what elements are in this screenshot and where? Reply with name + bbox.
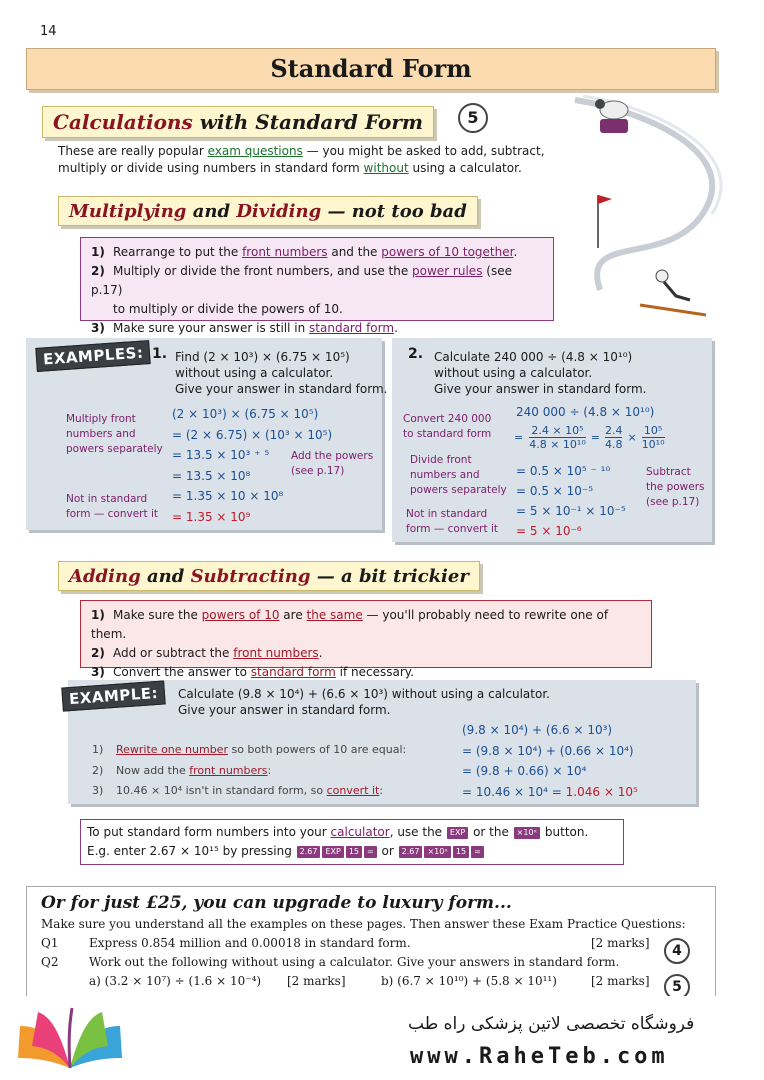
step-text: — you'll probably need to rewrite one of them. [91, 608, 609, 641]
step-number: 3) [91, 665, 105, 679]
step-text: are [279, 608, 307, 622]
working-line: (9.8 × 10⁴) + (6.6 × 10³) [462, 723, 613, 737]
multiplying-heading-rest: — not too bad [327, 201, 467, 222]
calculator-tip [80, 819, 624, 865]
step-text: Add or subtract the [113, 646, 234, 660]
step-number: 1) [91, 608, 105, 622]
x10-key[interactable]: ×10ˣ [424, 846, 450, 858]
adding-steps-explained [92, 740, 406, 802]
equals-key[interactable]: = [471, 846, 484, 858]
example-1-question [175, 349, 387, 397]
annotation-line: Add the powers [291, 450, 374, 462]
denominator: 4.8 × 10¹⁰ [529, 438, 586, 451]
working-line: = (2 × 6.75) × (10³ × 10⁵) [172, 427, 333, 442]
step-text: so both powers of 10 are equal: [227, 743, 407, 756]
working-line: = (9.8 + 0.66) × 10⁴ [462, 764, 587, 778]
numerator: 10⁵ [642, 424, 665, 438]
example-1-q3: Give your answer in standard form. [175, 382, 388, 396]
annotation-line: form — convert it [66, 508, 158, 520]
step-text: : [267, 763, 272, 777]
example-2-q1: Calculate 240 000 ÷ (4.8 × 10¹⁰) [434, 350, 633, 364]
exp-key[interactable]: EXP [447, 827, 468, 839]
adding-heading-rest: — a bit trickier [316, 566, 469, 587]
practice-q2 [41, 953, 715, 972]
equals-sign: = [514, 431, 524, 444]
adding-step-2 [91, 644, 641, 663]
annotation-divide-front [410, 453, 507, 498]
step-text: . [318, 646, 323, 660]
step-text: Make sure the [113, 608, 202, 622]
annotation-line: powers separately [66, 443, 163, 455]
annotation-line: powers separately [410, 484, 507, 496]
step-text: : [379, 784, 384, 797]
explain-step-2 [92, 761, 406, 782]
equals-key[interactable]: = [364, 846, 377, 858]
annotation-line: (see p.17) [646, 496, 700, 508]
step-number: 2) [91, 264, 105, 278]
practice-intro: Make sure you understand all the examples on these pages. Then answer these Exam Practice Questions: [41, 917, 686, 931]
step-text: if necessary. [335, 665, 414, 679]
link-standard-form[interactable]: standard form [250, 665, 336, 679]
question-text: Express 0.854 million and 0.00018 in standard form. [89, 936, 411, 950]
tip-text: To put standard form numbers into your [87, 825, 331, 839]
key-15[interactable]: 15 [346, 846, 362, 858]
step-text: (see p.17) [91, 264, 512, 297]
annotation-not-standard-1 [66, 492, 158, 522]
answer-line: = 1.35 × 10⁹ [172, 509, 251, 524]
multiplying-heading-and: and [192, 201, 231, 222]
footer-persian-text: فروشگاه تخصصی لاتین پزشکی راه طب [408, 1014, 695, 1034]
intro-text-1a: These are really popular [58, 144, 208, 158]
multiplying-heading [58, 196, 478, 226]
step-text: Convert the answer to [113, 665, 251, 679]
exp-key[interactable]: EXP [322, 846, 343, 858]
examples-badge: EXAMPLES: [35, 340, 151, 372]
step-text: 10.46 × 10⁴ isn't in standard form, so [116, 784, 327, 797]
intro-text-2a: multiply or divide using numbers in standard form [58, 161, 364, 175]
adding-steps [80, 600, 652, 679]
link-rewrite-one-number[interactable]: Rewrite one number [116, 743, 228, 756]
calc-tip-line-1 [87, 823, 617, 842]
annotation-line: Divide front [410, 454, 472, 466]
key-2-67[interactable]: 2.67 [399, 846, 423, 858]
step-number: 2) [91, 646, 105, 660]
working-line: = 13.5 × 10³ ⁺ ⁵ [172, 448, 270, 462]
skier-icon [640, 270, 706, 315]
example-1-number: 1. [152, 346, 168, 362]
adding-working [462, 720, 638, 802]
question-marks: [2 marks] [287, 974, 346, 988]
link-standard-form[interactable]: standard form [309, 321, 395, 335]
fraction-3 [642, 424, 665, 451]
link-front-numbers[interactable]: front numbers [189, 763, 268, 777]
working-line: = 13.5 × 10⁸ [172, 468, 251, 483]
link-powers-of-10[interactable]: powers of 10 together [381, 245, 514, 259]
question-number: Q2 [41, 955, 59, 969]
practice-q2-parts [89, 972, 715, 991]
intro-text [58, 143, 558, 177]
link-front-numbers[interactable]: front numbers [242, 245, 328, 259]
sheep-icon [595, 99, 628, 133]
step-number: 2) [92, 763, 104, 777]
annotation-line: Subtract [646, 466, 691, 478]
x10-key[interactable]: ×10ˣ [514, 827, 540, 839]
numerator: 2.4 [604, 424, 623, 437]
section-heading [42, 106, 434, 138]
link-power-rules[interactable]: power rules [412, 264, 483, 278]
example-2-q2: without using a calculator. [434, 366, 593, 380]
practice-q1 [41, 934, 715, 953]
working-line: (2 × 10³) × (6.75 × 10⁵) [172, 407, 319, 421]
intro-text-1b: — you might be asked to add, subtract, [302, 144, 545, 158]
annotation-convert-240000 [403, 412, 491, 442]
step-text: Rearrange to put the [113, 245, 243, 259]
tip-text: or the [469, 825, 513, 839]
footer-url[interactable]: www.RaheTeb.com [410, 1044, 669, 1069]
step-text: and the [327, 245, 382, 259]
example-2-fractions [514, 424, 665, 451]
annotation-line: the powers [646, 481, 705, 493]
tip-text: , use the [389, 825, 446, 839]
example-1-q2: without using a calculator. [175, 366, 334, 380]
example-2-working-line1: 240 000 ÷ (4.8 × 10¹⁰) [516, 405, 655, 419]
key-2-67[interactable]: 2.67 [297, 846, 321, 858]
working-final [462, 782, 638, 803]
key-15[interactable]: 15 [453, 846, 469, 858]
link-calculator[interactable]: calculator [330, 825, 390, 839]
denominator: 4.8 [604, 438, 623, 451]
annotation-line: Multiply front [66, 413, 136, 425]
answer-line: = 5 × 10⁻⁶ [516, 524, 582, 538]
adding-heading [58, 561, 480, 591]
adding-example-question [178, 686, 550, 718]
example-badge: EXAMPLE: [61, 680, 166, 711]
step-number: 1) [92, 743, 104, 756]
times-sign: × [627, 431, 637, 444]
grade-badge-q1: 4 [664, 938, 690, 964]
step-text: Now add the [116, 763, 190, 777]
link-convert-it[interactable]: convert it [326, 784, 380, 797]
question-number: Q1 [41, 936, 59, 950]
multiply-step-2-cont: to multiply or divide the powers of 10. [113, 302, 343, 316]
adding-q2: Give your answer in standard form. [178, 703, 391, 717]
working-line: = 10.46 × 10⁴ = [462, 784, 566, 799]
answer-value: 1.046 × 10⁵ [565, 784, 638, 799]
step-number: 1) [91, 245, 105, 259]
practice-title: Or for just £25, you can upgrade to luxury form... [41, 893, 512, 913]
multiply-steps [80, 237, 554, 335]
working-line: = 0.5 × 10⁵ ⁻ ¹⁰ [516, 464, 611, 478]
question-marks: [2 marks] [591, 974, 650, 988]
step-text: . [394, 321, 398, 335]
footer-banner [0, 996, 764, 1080]
multiply-step-1 [91, 243, 543, 262]
denominator: 10¹⁰ [641, 438, 665, 451]
practice-questions [26, 886, 716, 1004]
section-heading-red: Calculations [53, 110, 193, 134]
equals-sign-2: = [590, 431, 600, 444]
annotation-line: Not in standard [406, 508, 488, 520]
annotation-line: Convert 240 000 [403, 413, 492, 425]
link-exam-questions[interactable]: exam questions [207, 144, 303, 158]
working-line: = 5 × 10⁻¹ × 10⁻⁵ [516, 504, 626, 518]
step-number: 3) [91, 321, 105, 335]
flag-icon [598, 195, 612, 248]
adding-heading-red1: Adding [69, 566, 141, 587]
annotation-line: Not in standard [66, 493, 148, 505]
tip-text: button. [541, 825, 589, 839]
link-without[interactable]: without [363, 161, 409, 175]
multiply-step-2 [91, 262, 543, 300]
step-text: Multiply or divide the front numbers, and use the [113, 264, 413, 278]
fraction-2 [605, 424, 623, 451]
annotation-multiply-front [66, 412, 163, 457]
multiplying-heading-red2: Dividing [236, 201, 322, 222]
link-the-same[interactable]: the same [306, 608, 363, 622]
section-heading-rest: with Standard Form [199, 110, 424, 134]
annotation-not-standard-2 [406, 507, 498, 537]
example-2-working [516, 461, 626, 541]
working-line: = 0.5 × 10⁻⁵ [516, 484, 594, 498]
grade-badge: 5 [458, 103, 488, 133]
fraction-1 [529, 424, 586, 451]
working-line: = 1.35 × 10 × 10⁸ [172, 489, 284, 503]
page-number: 14 [40, 24, 57, 39]
annotation-line: form — convert it [406, 523, 498, 535]
tip-text: or [377, 844, 398, 858]
question-marks: [2 marks] [591, 936, 650, 950]
annotation-line: (see p.17) [291, 465, 345, 477]
step-text: . [513, 245, 518, 259]
intro-text-2b: using a calculator. [408, 161, 522, 175]
book-logo [0, 996, 140, 1080]
annotation-line: numbers and [410, 469, 480, 481]
numerator: 2.4 × 10⁵ [529, 424, 586, 438]
adding-heading-red2: Subtracting [190, 566, 311, 587]
working-line: = (9.8 × 10⁴) + (0.66 × 10⁴) [462, 743, 634, 758]
grade-badge-q2: 5 [664, 974, 690, 1000]
example-2-question [434, 349, 646, 397]
question-part-a: a) (3.2 × 10⁷) ÷ (1.6 × 10⁻⁴) [89, 974, 262, 988]
adding-q1: Calculate (9.8 × 10⁴) + (6.6 × 10³) without using a calculator. [178, 687, 550, 701]
question-text: Work out the following without using a calculator. Give your answers in standard form. [89, 955, 620, 969]
multiply-step-3 [91, 319, 543, 338]
example-2-number: 2. [408, 346, 424, 362]
example-1-q1: Find (2 × 10³) × (6.75 × 10⁵) [175, 350, 350, 364]
tip-text: E.g. enter 2.67 × 10¹⁵ by pressing [87, 844, 296, 858]
annotation-subtract-powers [646, 465, 705, 510]
adding-step-1 [91, 606, 641, 644]
step-text: Make sure your answer is still in [113, 321, 310, 335]
link-powers-of-10[interactable]: powers of 10 [201, 608, 280, 622]
page-title: Standard Form [270, 54, 472, 83]
annotation-line: to standard form [403, 428, 492, 440]
multiplying-heading-red1: Multiplying [69, 201, 187, 222]
explain-step-1 [92, 740, 406, 761]
adding-heading-and: and [146, 566, 185, 587]
link-front-numbers[interactable]: front numbers [233, 646, 319, 660]
explain-step-3 [92, 781, 406, 802]
example-2-q3: Give your answer in standard form. [434, 382, 647, 396]
annotation-line: numbers and [66, 428, 136, 440]
calc-tip-line-2 [87, 842, 617, 861]
step-number: 3) [92, 784, 104, 797]
annotation-add-powers [291, 449, 373, 479]
question-part-b: b) (6.7 × 10¹⁰) + (5.8 × 10¹¹) [381, 974, 557, 988]
